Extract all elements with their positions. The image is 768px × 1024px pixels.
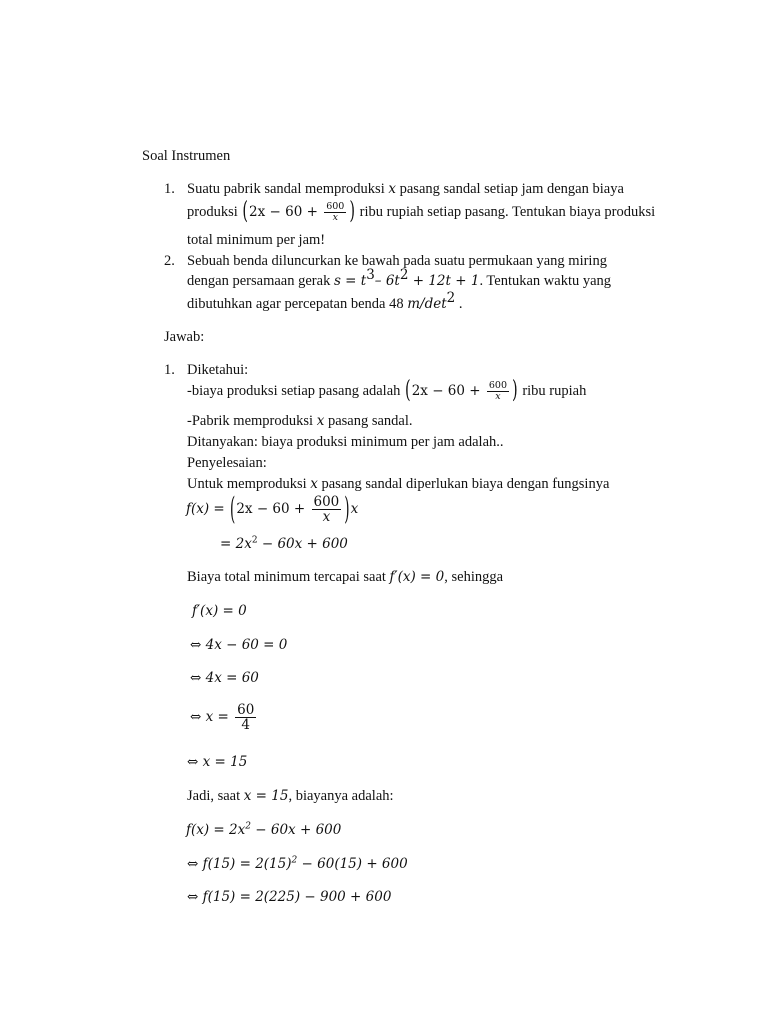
known-label: Diketahui: xyxy=(187,362,249,378)
answer-label: Jawab: xyxy=(164,329,205,345)
question-2-line-3: dibutuhkan agar percepatan benda 48 $m/\det^2$ . xyxy=(187,290,463,312)
known-fraction: $\frac{600}{x}$ xyxy=(488,380,508,402)
known-line-1: -biaya produksi setiap pasang adalah (2x − 60 + $\frac{600}{x}$ ) ribu rupiah xyxy=(187,376,587,404)
cost-fraction: $\frac{600}{x}$ xyxy=(326,201,345,223)
answer-1-number: 1. xyxy=(164,362,175,378)
question-1-line-3: total minimum per jam! xyxy=(187,232,326,248)
question-2-number: 2. xyxy=(164,253,175,269)
minimum-condition: Biaya total minimum tercapai saat f′(x) = 0, sehingga xyxy=(187,569,504,585)
derivative-step-2: ⇔ 4x − 60 = 0 xyxy=(190,637,288,653)
question-1-number: 1. xyxy=(164,181,175,197)
calc-line-3: ⇔ f(15) = 2(225) − 900 + 600 xyxy=(187,889,392,905)
derivative-step-1: f′(x) = 0 xyxy=(192,603,247,619)
asked-line: Ditanyakan: biaya produksi minimum per jam adalah.. xyxy=(187,434,504,450)
question-2-line-2: dengan persamaan gerak $s = t^3-$ $6t^2 + 12t + 1$. Tentukan waktu yang xyxy=(187,267,612,289)
derivative-step-3: ⇔ 4x = 60 xyxy=(190,670,259,686)
derivative-step-4: ⇔ x = $\frac{60}{4}$ xyxy=(190,702,255,734)
cost-function: f(x) = (2x − 60 + $\frac{600}{x}$ )x xyxy=(186,491,359,528)
solution-intro: Untuk memproduksi x pasang sandal diperlukan biaya dengan fungsinya xyxy=(187,476,610,492)
question-2-line-1: Sebuah benda diluncurkan ke bawah pada suatu permukaan yang miring xyxy=(187,253,607,269)
solution-label: Penyelesaian: xyxy=(187,455,267,471)
calc-line-2: ⇔ $f(15) = 2(15)^2 - 60(15) + 600$ xyxy=(187,855,408,872)
calc-line-1: $f(x) = 2x^2 - 60x + 600$ xyxy=(186,821,342,838)
conclusion-line: Jadi, saat x = 15, biayanya adalah: xyxy=(187,788,394,804)
question-1-line-1: Suatu pabrik sandal memproduksi x pasang sandal setiap jam dengan biaya xyxy=(187,181,624,197)
question-1-line-2: produksi (2x − 60 + $\frac{600}{x}$ ) ribu rupiah setiap pasang. Tentukan biaya produksi xyxy=(187,197,656,225)
derivative-step-5: ⇔ x = 15 xyxy=(187,754,248,770)
step-4-fraction: $\frac{60}{4}$ xyxy=(237,702,255,734)
page-title: Soal Instrumen xyxy=(142,148,231,164)
cost-function-expanded: = $2x^2 - 60x + 600$ xyxy=(220,535,348,552)
known-line-2: -Pabrik memproduksi x pasang sandal. xyxy=(187,413,413,429)
cost-function-fraction: $\frac{600}{x}$ xyxy=(313,494,340,526)
